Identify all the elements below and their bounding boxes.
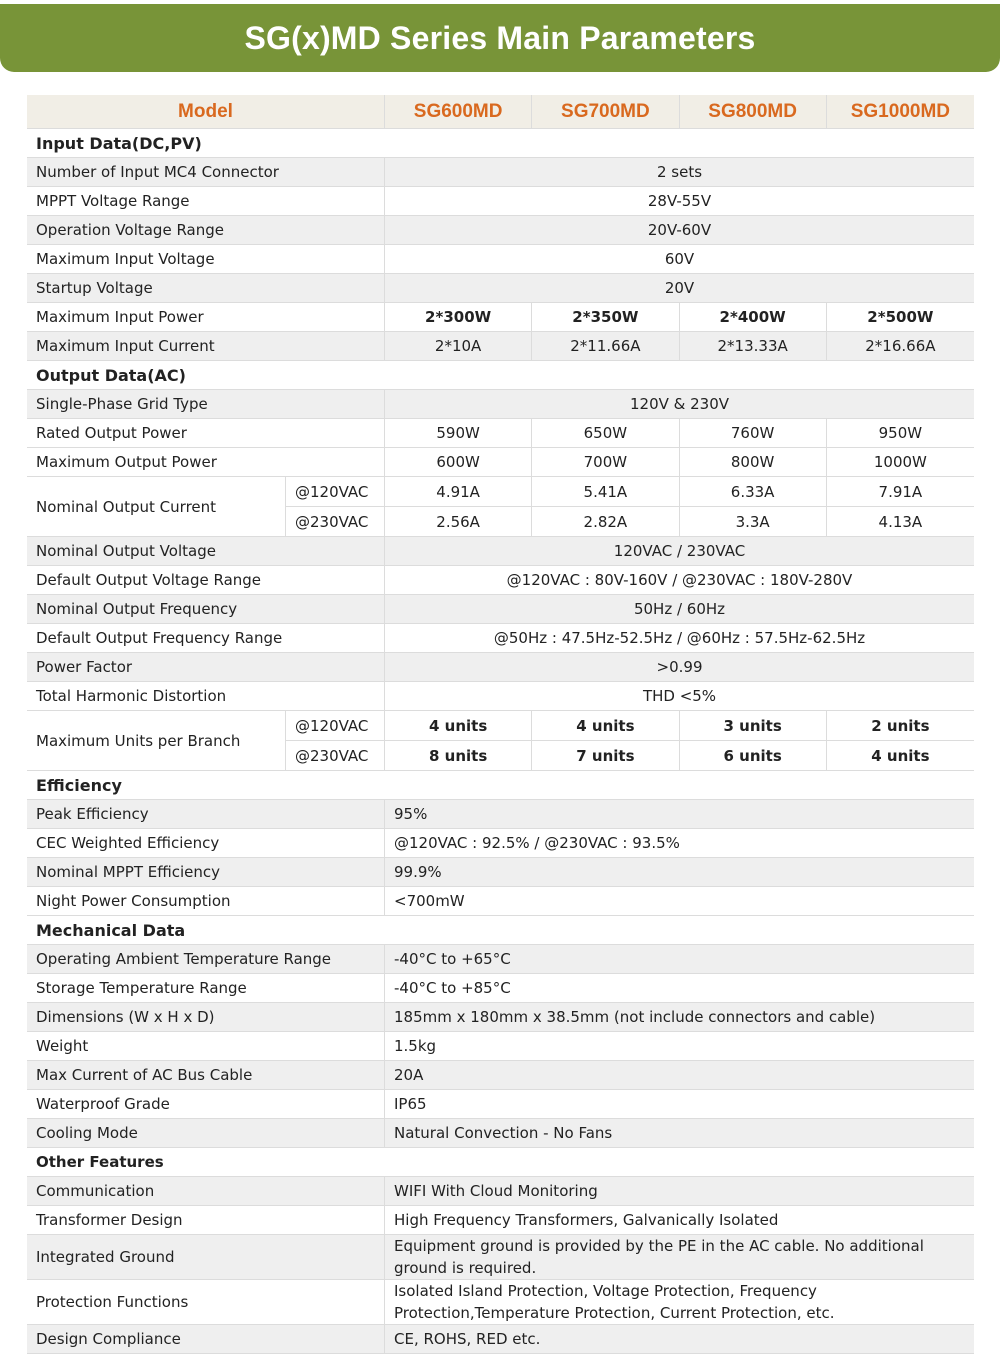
row-label: Number of Input MC4 Connector <box>27 158 385 186</box>
parameters-table <box>27 95 974 1354</box>
row-label: Total Harmonic Distortion <box>27 682 385 710</box>
row-value: @120VAC : 80V-160V / @230VAC : 180V-280V <box>506 571 853 589</box>
value-sg1000md: 4 units <box>871 746 930 765</box>
row-label: Weight <box>27 1032 385 1060</box>
table-row <box>27 566 974 595</box>
row-value: 20V-60V <box>647 221 712 239</box>
row-value: -40°C to +85°C <box>394 979 511 997</box>
row-label: Protection Functions <box>27 1280 385 1324</box>
table-row <box>27 216 974 245</box>
value-sg700md: 650W <box>532 419 679 447</box>
section-output: Output Data(AC) <box>27 361 974 390</box>
table-row-rated-power <box>27 419 974 448</box>
value-sg600md: 4.91A <box>385 477 532 506</box>
value-sg700md: 7 units <box>532 741 679 770</box>
table-row <box>27 595 974 624</box>
value-sg600md: 2.56A <box>385 507 532 536</box>
row-label: Default Output Frequency Range <box>27 624 385 652</box>
sub-row-120vac <box>286 711 974 741</box>
row-value: CE, ROHS, RED etc. <box>394 1330 541 1348</box>
table-row <box>27 1119 974 1148</box>
page-title: SG(x)MD Series Main Parameters <box>244 19 756 56</box>
table-row <box>27 624 974 653</box>
table-row <box>27 390 974 419</box>
value-sg800md: 3.3A <box>680 507 827 536</box>
table-row <box>27 1032 974 1061</box>
row-label: Cooling Mode <box>27 1119 385 1147</box>
row-label: Maximum Units per Branch <box>27 711 286 770</box>
table-row <box>27 537 974 566</box>
table-row-max-units <box>27 711 974 771</box>
row-label: Design Compliance <box>27 1325 385 1353</box>
value-sg1000md: 950W <box>878 424 923 442</box>
value-line-2: Protection,Temperature Protection, Current Protection, etc. <box>394 1304 835 1322</box>
model-col-sg800md: SG800MD <box>680 95 827 128</box>
value-sg700md: 5.41A <box>532 477 679 506</box>
row-value: <700mW <box>394 892 465 910</box>
table-row <box>27 858 974 887</box>
sub-row-120vac <box>286 477 974 507</box>
row-value: >0.99 <box>656 658 703 676</box>
value-sg1000md: 4.13A <box>878 512 923 531</box>
table-header-row <box>27 95 974 129</box>
table-row-nominal-current <box>27 477 974 537</box>
table-row <box>27 829 974 858</box>
row-value: -40°C to +65°C <box>394 950 511 968</box>
row-label: Maximum Input Voltage <box>27 245 385 273</box>
sub-label: @230VAC <box>286 741 385 770</box>
table-row <box>27 653 974 682</box>
row-label: Maximum Output Power <box>27 448 385 476</box>
title-banner <box>0 4 1000 72</box>
table-row-protection <box>27 1280 974 1325</box>
table-row <box>27 1206 974 1235</box>
row-label: Nominal Output Frequency <box>27 595 385 623</box>
row-label: Night Power Consumption <box>27 887 385 915</box>
value-sg700md: 700W <box>532 448 679 476</box>
model-col-sg600md: SG600MD <box>385 95 532 128</box>
row-label: Integrated Ground <box>27 1235 385 1279</box>
value-sg700md: 2*11.66A <box>532 332 679 360</box>
value-sg600md: 4 units <box>385 711 532 740</box>
row-label: Default Output Voltage Range <box>27 566 385 594</box>
table-row <box>27 245 974 274</box>
value-sg1000md: 7.91A <box>878 482 923 501</box>
value-sg700md: 4 units <box>532 711 679 740</box>
row-label: Storage Temperature Range <box>27 974 385 1002</box>
section-efficiency: Efficiency <box>27 771 974 800</box>
table-row <box>27 187 974 216</box>
row-value: 99.9% <box>394 863 442 881</box>
row-label: Rated Output Power <box>27 419 385 447</box>
row-value: 95% <box>394 805 428 823</box>
row-value: @120VAC : 92.5% / @230VAC : 93.5% <box>394 834 680 852</box>
value-sg1000md: 2*16.66A <box>865 337 936 355</box>
model-col-sg1000md: SG1000MD <box>850 100 951 122</box>
row-value: @50Hz : 47.5Hz-52.5Hz / @60Hz : 57.5Hz-62.5Hz <box>493 629 866 647</box>
row-value: IP65 <box>394 1095 427 1113</box>
row-label: Max Current of AC Bus Cable <box>27 1061 385 1089</box>
row-label: Single-Phase Grid Type <box>27 390 385 418</box>
row-label: Maximum Input Power <box>27 303 385 331</box>
model-header: Model <box>27 95 385 128</box>
value-line-2: ground is required. <box>394 1259 537 1277</box>
value-sg800md: 760W <box>680 419 827 447</box>
row-label: Maximum Input Current <box>27 332 385 360</box>
row-label: Peak Efficiency <box>27 800 385 828</box>
value-sg600md: 2*300W <box>385 303 532 331</box>
value-sg600md: 8 units <box>385 741 532 770</box>
model-col-sg700md: SG700MD <box>532 95 679 128</box>
value-line-1: Equipment ground is provided by the PE in the AC cable. No additional <box>394 1237 924 1255</box>
value-line-1: Isolated Island Protection, Voltage Protection, Frequency <box>394 1282 817 1300</box>
row-value: 20A <box>394 1066 424 1084</box>
table-row <box>27 800 974 829</box>
table-row <box>27 1177 974 1206</box>
section-input: Input Data(DC,PV) <box>27 129 974 158</box>
value-sg800md: 6 units <box>680 741 827 770</box>
value-sg800md: 6.33A <box>680 477 827 506</box>
sub-row-230vac <box>286 507 974 536</box>
row-value: 20V <box>664 279 695 297</box>
value-sg800md: 800W <box>680 448 827 476</box>
value-sg1000md: 1000W <box>873 453 927 471</box>
row-label: Nominal MPPT Efficiency <box>27 858 385 886</box>
row-value: 185mm x 180mm x 38.5mm (not include connectors and cable) <box>394 1008 876 1026</box>
row-label: Communication <box>27 1177 385 1205</box>
value-sg800md: 2*13.33A <box>680 332 827 360</box>
row-label: Power Factor <box>27 653 385 681</box>
row-label: Nominal Output Voltage <box>27 537 385 565</box>
value-sg600md: 2*10A <box>385 332 532 360</box>
value-sg1000md: 2*500W <box>867 308 934 326</box>
row-label: Operating Ambient Temperature Range <box>27 945 385 973</box>
row-label: MPPT Voltage Range <box>27 187 385 215</box>
row-label: Nominal Output Current <box>27 477 286 536</box>
row-value: 120VAC / 230VAC <box>613 542 746 560</box>
section-mechanical: Mechanical Data <box>27 916 974 945</box>
row-label: CEC Weighted Efficiency <box>27 829 385 857</box>
table-row-max-power <box>27 448 974 477</box>
row-value: THD <5% <box>642 687 717 705</box>
table-row <box>27 1325 974 1354</box>
row-value: Natural Convection - No Fans <box>394 1124 613 1142</box>
row-label: Operation Voltage Range <box>27 216 385 244</box>
row-value: 120V & 230V <box>629 395 730 413</box>
value-sg800md: 2*400W <box>680 303 827 331</box>
table-row <box>27 887 974 916</box>
section-other: Other Features <box>27 1148 974 1177</box>
table-row <box>27 945 974 974</box>
table-row <box>27 974 974 1003</box>
row-label: Startup Voltage <box>27 274 385 302</box>
table-row <box>27 274 974 303</box>
table-row <box>27 1061 974 1090</box>
sub-label: @120VAC <box>286 711 385 740</box>
row-label: Dimensions (W x H x D) <box>27 1003 385 1031</box>
table-row <box>27 1090 974 1119</box>
row-value: 1.5kg <box>394 1037 437 1055</box>
row-value: High Frequency Transformers, Galvanically Isolated <box>394 1211 779 1229</box>
table-row-max-input-power <box>27 303 974 332</box>
value-sg800md: 3 units <box>680 711 827 740</box>
row-label: Transformer Design <box>27 1206 385 1234</box>
row-value: 60V <box>664 250 695 268</box>
value-sg700md: 2*350W <box>532 303 679 331</box>
value-sg600md: 590W <box>385 419 532 447</box>
sub-row-230vac <box>286 741 974 770</box>
row-value: 2 sets <box>656 163 703 181</box>
row-value: WIFI With Cloud Monitoring <box>394 1182 598 1200</box>
row-label: Waterproof Grade <box>27 1090 385 1118</box>
row-value: 28V-55V <box>647 192 712 210</box>
table-row <box>27 682 974 711</box>
value-sg1000md: 2 units <box>871 716 930 735</box>
value-sg600md: 600W <box>385 448 532 476</box>
table-row-max-input-current <box>27 332 974 361</box>
value-sg700md: 2.82A <box>532 507 679 536</box>
row-value: 50Hz / 60Hz <box>633 600 726 618</box>
table-row-integrated-ground <box>27 1235 974 1280</box>
sub-label: @120VAC <box>286 477 385 506</box>
sub-label: @230VAC <box>286 507 385 536</box>
table-row <box>27 1003 974 1032</box>
table-row <box>27 158 974 187</box>
